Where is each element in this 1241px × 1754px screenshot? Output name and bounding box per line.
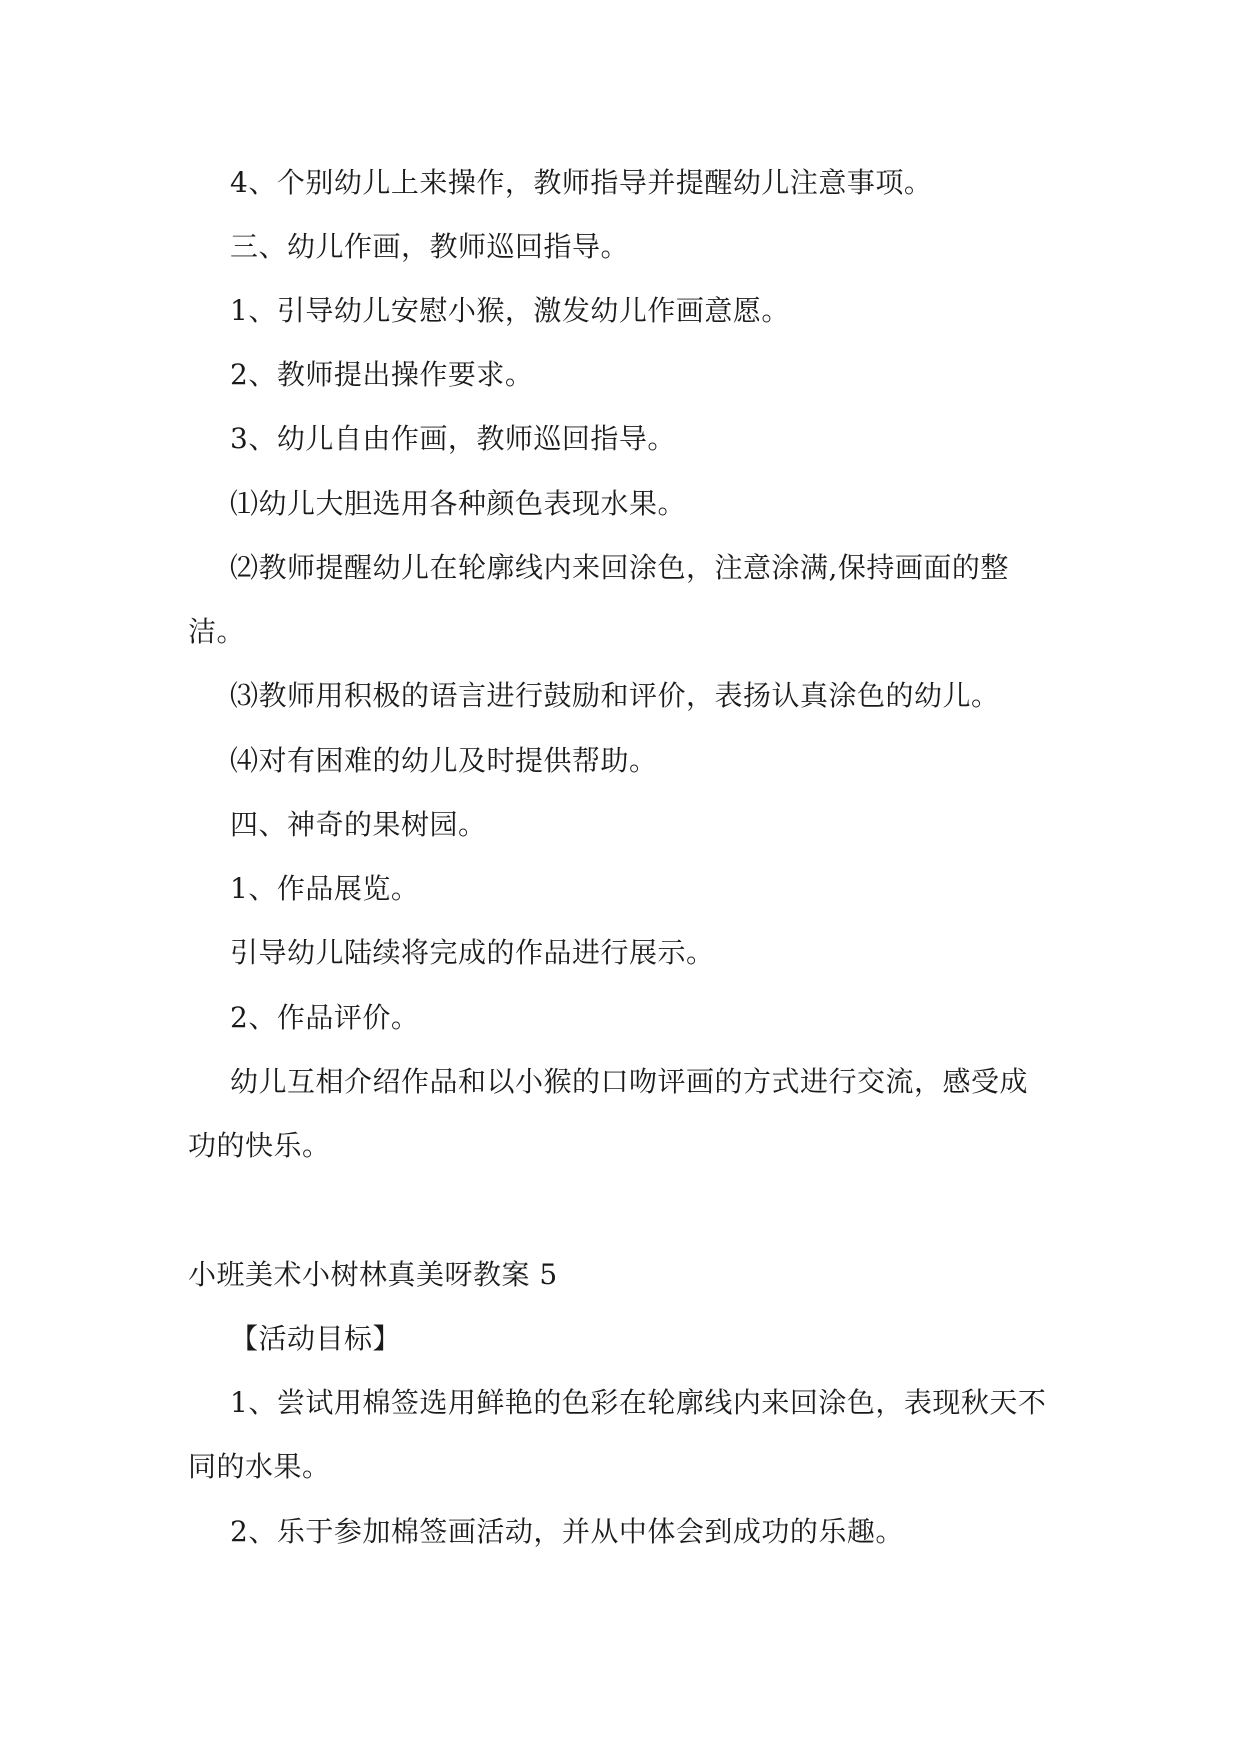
paragraph-line: 1、引导幼儿安慰小猴，激发幼儿作画意愿。 (230, 294, 790, 327)
paragraph-line: ⑷对有困难的幼儿及时提供帮助。 (230, 744, 658, 777)
paragraph-continuation: 功的快乐。 (188, 1129, 331, 1162)
section-heading: 四、神奇的果树园。 (230, 808, 487, 841)
paragraph-continuation: 同的水果。 (188, 1450, 331, 1483)
paragraph-line: 2、作品评价。 (230, 1001, 420, 1034)
paragraph-line: 1、尝试用棉签选用鲜艳的色彩在轮廓线内来回涂色，表现秋天不 (230, 1386, 1047, 1419)
paragraph-line: 2、乐于参加棉签画活动，并从中体会到成功的乐趣。 (230, 1515, 904, 1548)
paragraph-line: 引导幼儿陆续将完成的作品进行展示。 (230, 936, 715, 969)
document-title: 小班美术小树林真美呀教案 5 (188, 1258, 558, 1291)
paragraph-line: ⑴幼儿大胆选用各种颜色表现水果。 (230, 487, 687, 520)
paragraph-line: 2、教师提出操作要求。 (230, 358, 534, 391)
paragraph-line: 1、作品展览。 (230, 872, 420, 905)
paragraph-line: ⑵教师提醒幼儿在轮廓线内来回涂色，注意涂满,保持画面的整 (230, 551, 1009, 584)
paragraph-line: 幼儿互相介绍作品和以小猴的口吻评画的方式进行交流，感受成 (230, 1065, 1029, 1098)
paragraph-line: 3、幼儿自由作画，教师巡回指导。 (230, 422, 676, 455)
paragraph-continuation: 洁。 (188, 615, 246, 648)
paragraph-line: ⑶教师用积极的语言进行鼓励和评价，表扬认真涂色的幼儿。 (230, 679, 1000, 712)
section-heading: 三、幼儿作画，教师巡回指导。 (230, 230, 630, 263)
paragraph-line: 4、个别幼儿上来操作，教师指导并提醒幼儿注意事项。 (230, 166, 933, 199)
section-heading: 【活动目标】 (230, 1322, 402, 1355)
